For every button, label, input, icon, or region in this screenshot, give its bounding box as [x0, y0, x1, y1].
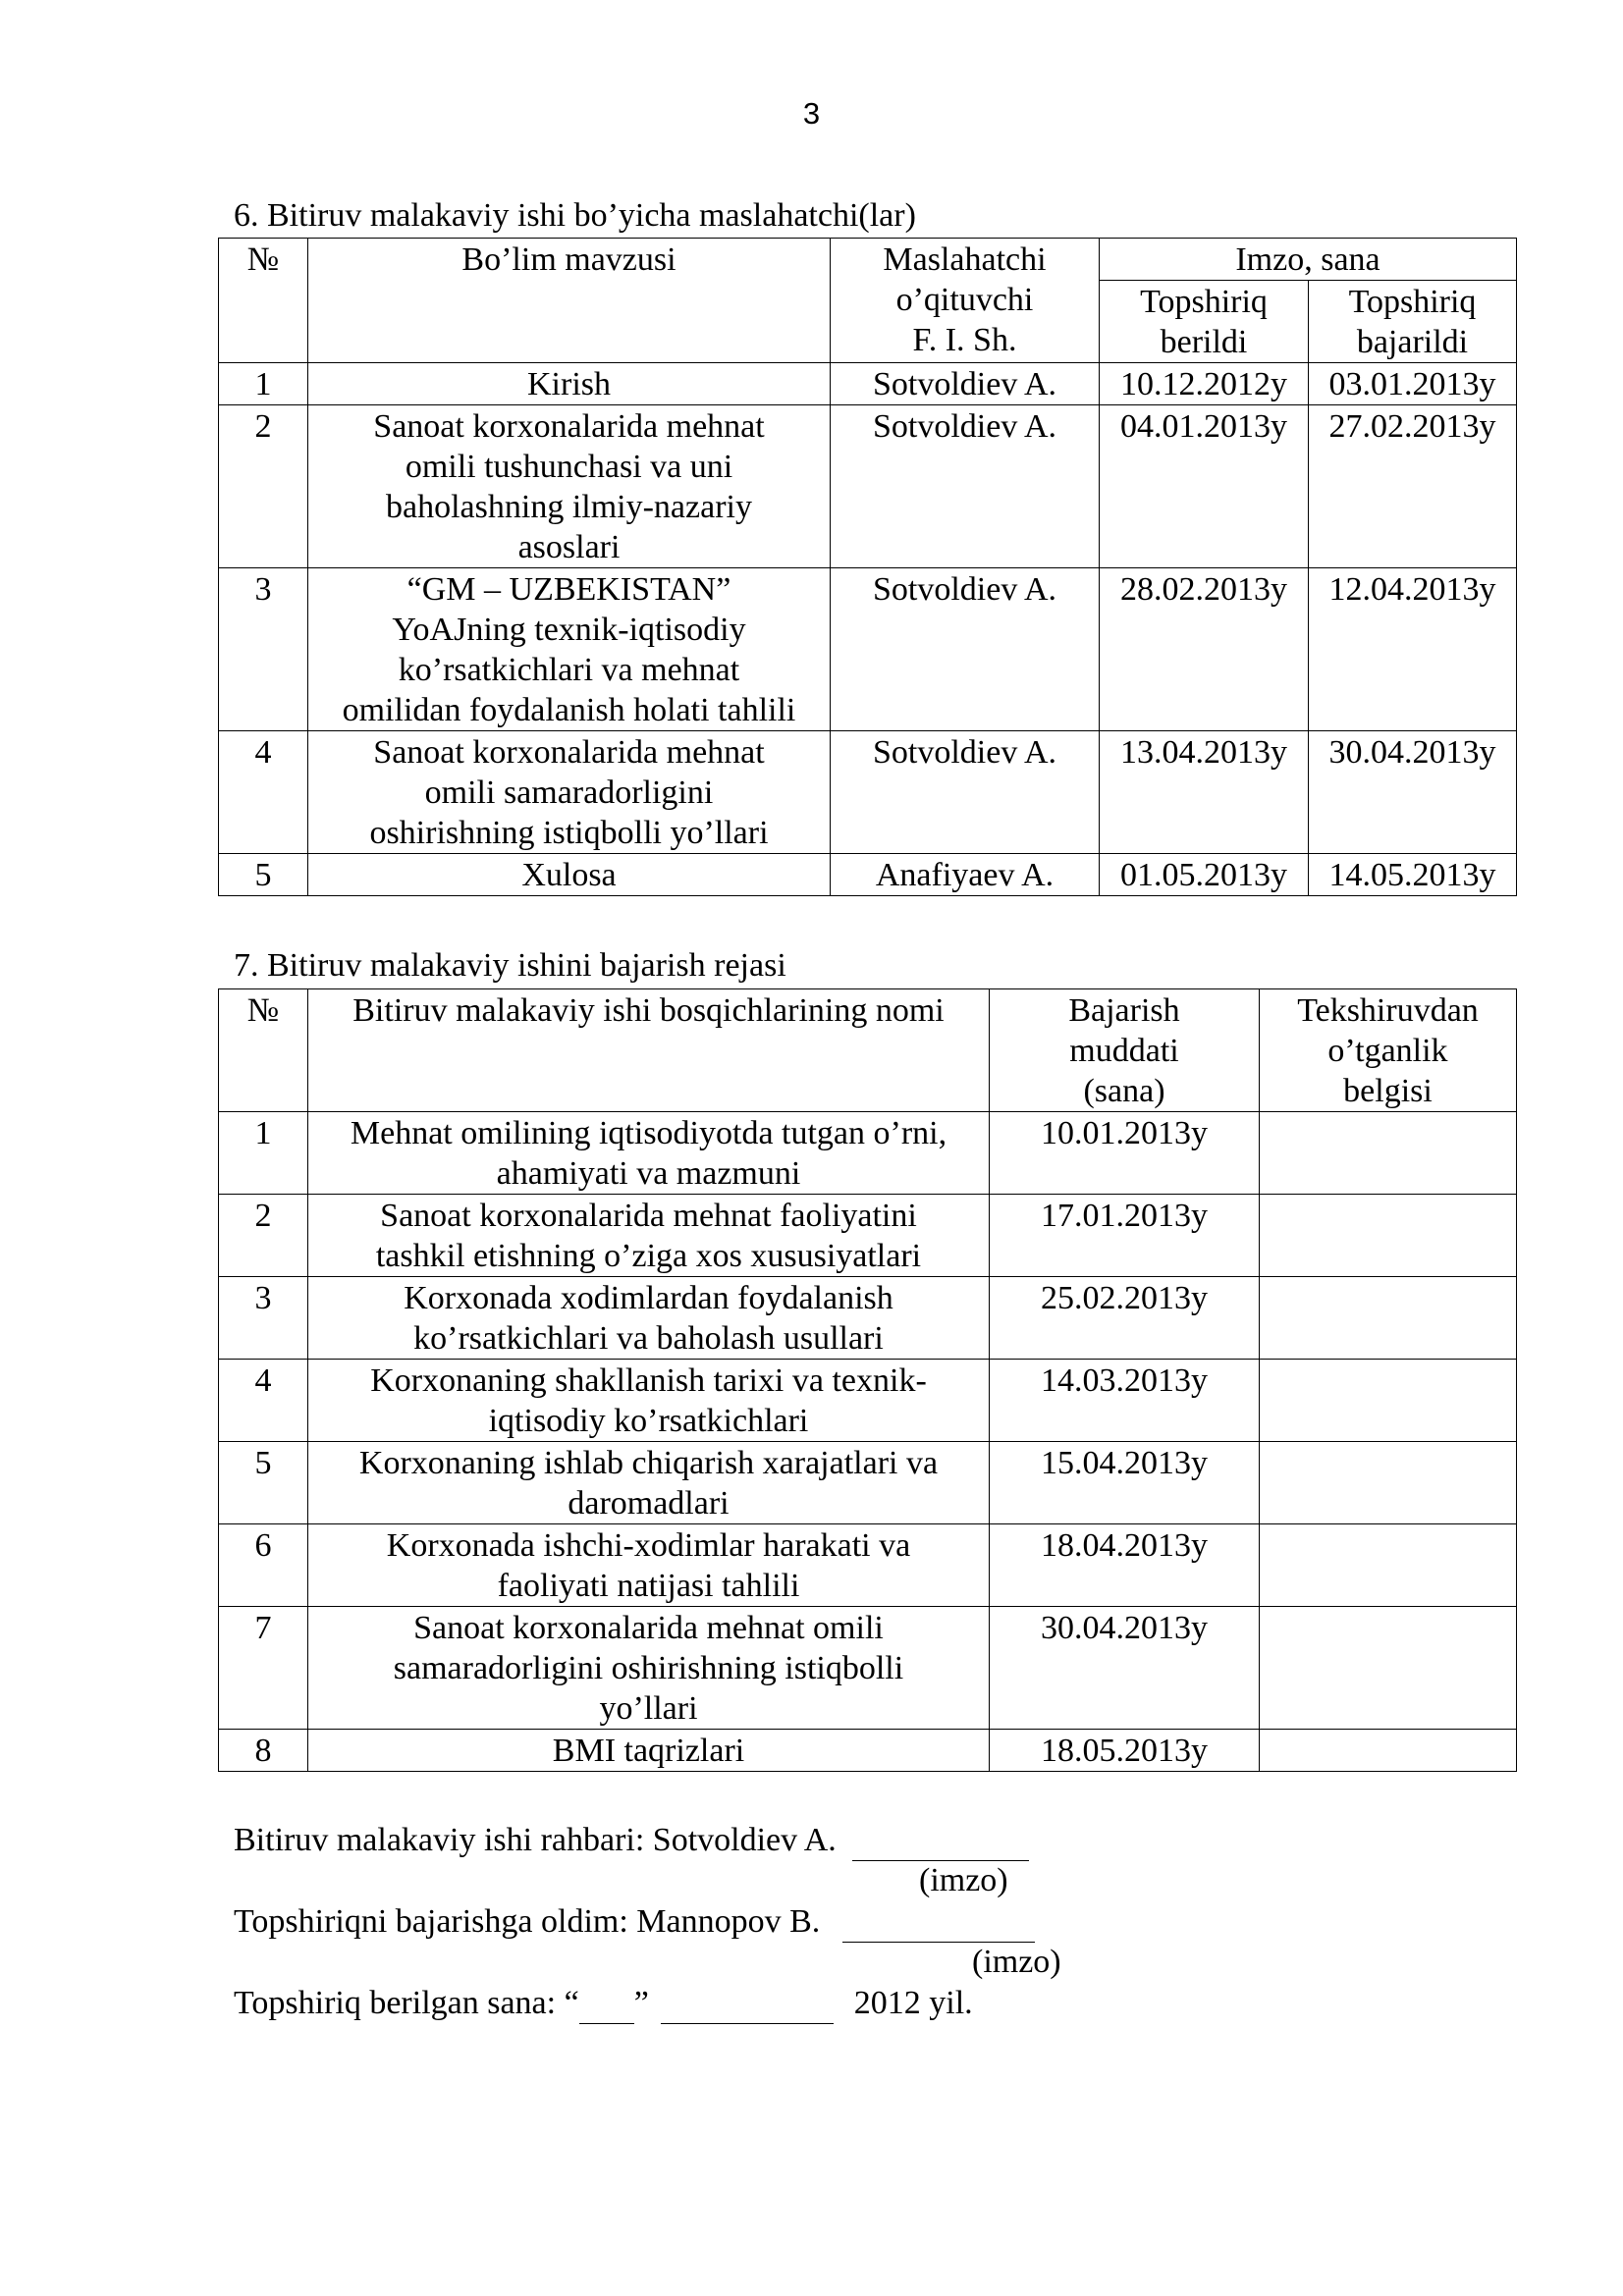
stage-name: Korxonada ishchi-xodimlar harakati va faoliyati natijasi tahlili [308, 1524, 990, 1607]
advisor-name: Sotvoldiev A. [831, 363, 1100, 405]
stage-name: BMI taqrizlari [308, 1730, 990, 1772]
row-number: 5 [219, 854, 308, 896]
accepted-label: Topshiriqni bajarishga oldim: Mannopov B. [234, 1903, 821, 1940]
stage-name: Korxonada xodimlardan foydalanish ko’rsatkichlari va baholash usullari [308, 1277, 990, 1360]
section-topic: Xulosa [308, 854, 831, 896]
header-task-done: Topshiriq bajarildi [1309, 281, 1517, 363]
task-done-date: 12.04.2013y [1309, 568, 1517, 731]
imzo-caption-1: (imzo) [919, 1862, 1008, 1898]
date-quote-close: ” [633, 1985, 649, 2021]
row-number: 5 [219, 1442, 308, 1524]
row-number: 3 [219, 1277, 308, 1360]
check-mark-cell [1260, 1360, 1517, 1442]
row-number: 2 [219, 1195, 308, 1277]
task-given-date: 10.12.2012y [1100, 363, 1309, 405]
accepted-signature-line [842, 1902, 1035, 1943]
plan-row [219, 1360, 1517, 1442]
advisor-name: Sotvoldiev A. [831, 405, 1100, 568]
section-topic: “GM – UZBEKISTAN” YoAJning texnik-iqtisodiy ko’rsatkichlari va mehnat omilidan foydalanish holati tahlili [308, 568, 831, 731]
deadline-date: 15.04.2013y [990, 1442, 1260, 1524]
plan-row [219, 1112, 1517, 1195]
row-number: 6 [219, 1524, 308, 1607]
plan-row [219, 1524, 1517, 1607]
date-year: 2012 yil. [853, 1985, 973, 2021]
advisor-row [219, 363, 1517, 405]
row-number: 1 [219, 1112, 308, 1195]
row-number: 8 [219, 1730, 308, 1772]
row-number: 3 [219, 568, 308, 731]
task-done-date: 27.02.2013y [1309, 405, 1517, 568]
supervisor-signature-line [852, 1821, 1029, 1861]
supervisor-line [234, 1821, 1029, 1861]
row-number: 7 [219, 1607, 308, 1730]
check-mark-cell [1260, 1607, 1517, 1730]
header-number: № [219, 989, 308, 1112]
task-done-date: 30.04.2013y [1309, 731, 1517, 854]
section6-title: 6. Bitiruv malakaviy ishi bo’yicha maslahatchi(lar) [234, 197, 916, 234]
header-deadline: Bajarish muddati (sana) [990, 989, 1260, 1112]
date-label: Topshiriq berilgan sana: “ [234, 1985, 579, 2021]
header-section-topic: Bo’lim mavzusi [308, 239, 831, 363]
check-mark-cell [1260, 1442, 1517, 1524]
stage-name: Korxonaning ishlab chiqarish xarajatlari va daromadlari [308, 1442, 990, 1524]
accepted-line [234, 1902, 1035, 1943]
check-mark-cell [1260, 1195, 1517, 1277]
check-mark-cell [1260, 1730, 1517, 1772]
row-number: 4 [219, 731, 308, 854]
task-done-date: 03.01.2013y [1309, 363, 1517, 405]
advisor-row [219, 731, 1517, 854]
row-number: 1 [219, 363, 308, 405]
task-given-date: 28.02.2013y [1100, 568, 1309, 731]
section-topic: Sanoat korxonalarida mehnat omili tushunchasi va uni baholashning ilmiy-nazariy asoslari [308, 405, 831, 568]
deadline-date: 18.04.2013y [990, 1524, 1260, 1607]
check-mark-cell [1260, 1524, 1517, 1607]
day-blank [579, 1984, 634, 2024]
check-mark-cell [1260, 1277, 1517, 1360]
advisor-row [219, 568, 1517, 731]
stage-name: Sanoat korxonalarida mehnat faoliyatini tashkil etishning o’ziga xos xususiyatlari [308, 1195, 990, 1277]
section-topic: Sanoat korxonalarida mehnat omili samaradorligini oshirishning istiqbolli yo’llari [308, 731, 831, 854]
header-task-given: Topshiriq berildi [1100, 281, 1309, 363]
header-stage-name: Bitiruv malakaviy ishi bosqichlarining nomi [308, 989, 990, 1112]
advisor-name: Sotvoldiev A. [831, 568, 1100, 731]
deadline-date: 14.03.2013y [990, 1360, 1260, 1442]
header-advisor: Maslahatchi o’qituvchi F. I. Sh. [831, 239, 1100, 363]
plan-row [219, 1277, 1517, 1360]
advisor-name: Sotvoldiev A. [831, 731, 1100, 854]
task-given-date: 01.05.2013y [1100, 854, 1309, 896]
supervisor-label: Bitiruv malakaviy ishi rahbari: Sotvoldiev A. [234, 1822, 837, 1858]
deadline-date: 25.02.2013y [990, 1277, 1260, 1360]
plan-row [219, 1730, 1517, 1772]
stage-name: Sanoat korxonalarida mehnat omili samaradorligini oshirishning istiqbolli yo’llari [308, 1607, 990, 1730]
stage-name: Korxonaning shakllanish tarixi va texnik- iqtisodiy ko’rsatkichlari [308, 1360, 990, 1442]
date-line [234, 1984, 973, 2024]
plan-row [219, 1442, 1517, 1524]
imzo-caption-2: (imzo) [972, 1944, 1061, 1980]
deadline-date: 10.01.2013y [990, 1112, 1260, 1195]
task-done-date: 14.05.2013y [1309, 854, 1517, 896]
deadline-date: 18.05.2013y [990, 1730, 1260, 1772]
work-plan-table [218, 988, 1517, 1772]
task-given-date: 04.01.2013y [1100, 405, 1309, 568]
task-given-date: 13.04.2013y [1100, 731, 1309, 854]
advisor-name: Anafiyaev A. [831, 854, 1100, 896]
check-mark-cell [1260, 1112, 1517, 1195]
header-number: № [219, 239, 308, 363]
plan-row [219, 1195, 1517, 1277]
header-sign-date: Imzo, sana [1100, 239, 1517, 281]
section7-title: 7. Bitiruv malakaviy ishini bajarish rejasi [234, 947, 786, 984]
page-number: 3 [802, 96, 821, 131]
deadline-date: 17.01.2013y [990, 1195, 1260, 1277]
stage-name: Mehnat omilining iqtisodiyotda tutgan o’rni, ahamiyati va mazmuni [308, 1112, 990, 1195]
plan-row [219, 1607, 1517, 1730]
advisor-row [219, 854, 1517, 896]
advisors-table [218, 238, 1517, 896]
section-topic: Kirish [308, 363, 831, 405]
month-blank [661, 1984, 834, 2024]
row-number: 2 [219, 405, 308, 568]
header-check-mark: Tekshiruvdan o’tganlik belgisi [1260, 989, 1517, 1112]
advisor-row [219, 405, 1517, 568]
deadline-date: 30.04.2013y [990, 1607, 1260, 1730]
row-number: 4 [219, 1360, 308, 1442]
